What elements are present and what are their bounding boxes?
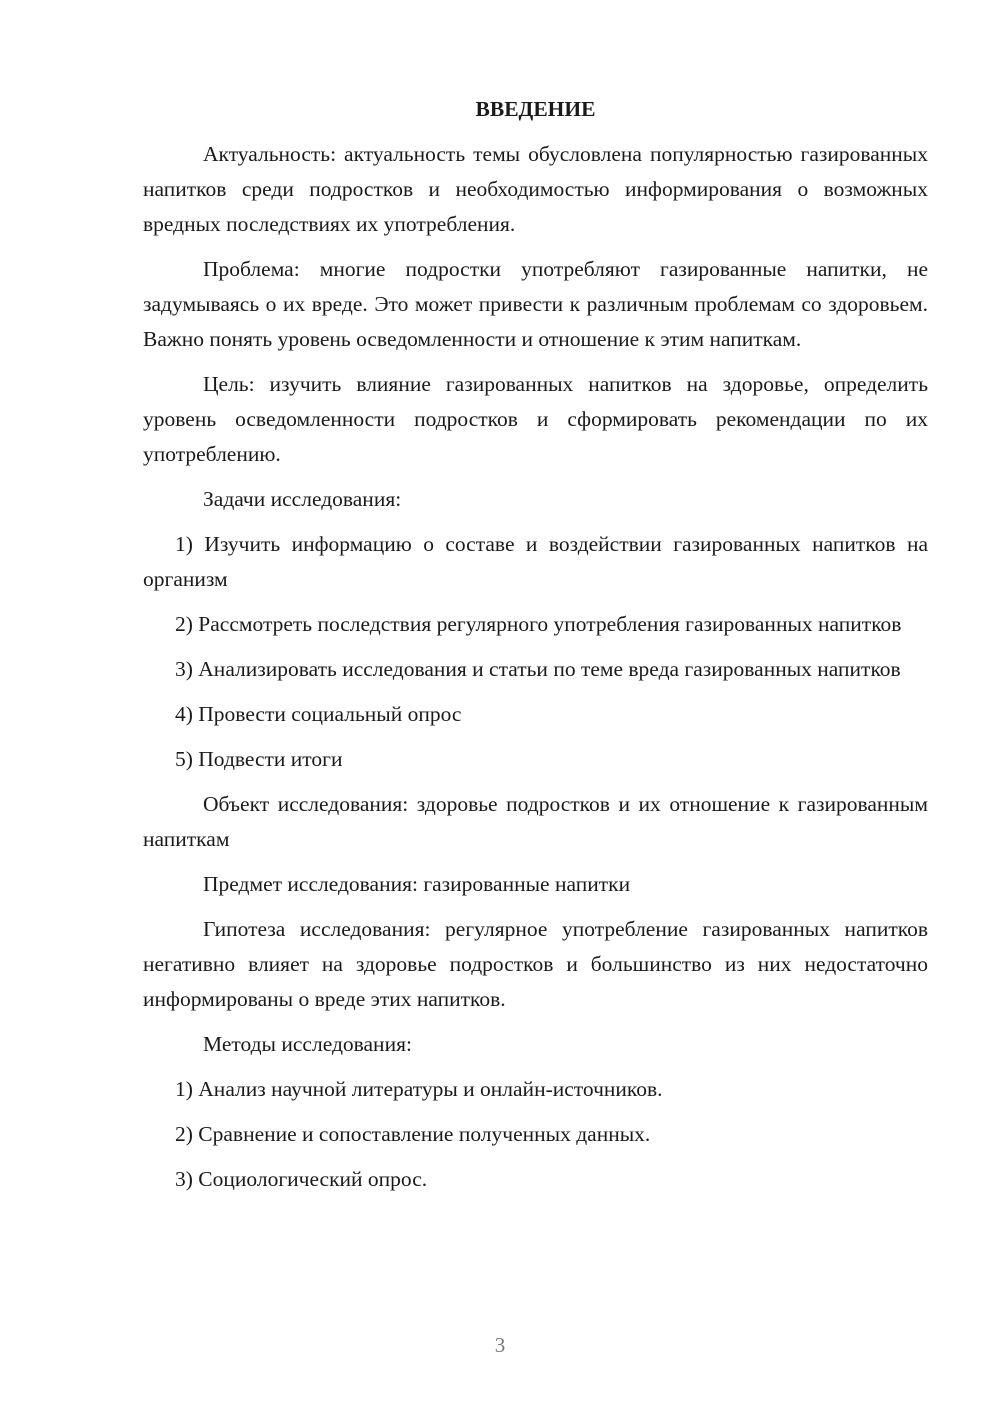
goal-paragraph: Цель: изучить влияние газированных напитков на здоровье, определить уровень осведомленности подростков и сформировать рекомендации по их употреблению. bbox=[143, 372, 928, 466]
method-item-3: 3) Социологический опрос. bbox=[175, 1167, 428, 1191]
problem-paragraph: Проблема: многие подростки употребляют газированные напитки, не задумываясь о их вреде. Это может привести к различным проблемам со здоровьем. Важно понять уровень осведомленности и отношение к этим напиткам. bbox=[143, 257, 928, 351]
method-item-2: 2) Сравнение и сопоставление полученных данных. bbox=[175, 1122, 651, 1146]
subject-paragraph: Предмет исследования: газированные напитки bbox=[203, 872, 631, 896]
tasks-heading: Задачи исследования: bbox=[203, 487, 402, 511]
method-item-1: 1) Анализ научной литературы и онлайн-источников. bbox=[175, 1077, 663, 1101]
hypothesis-paragraph: Гипотеза исследования: регулярное употребление газированных напитков негативно влияет на здоровье подростков и большинство из них недостаточно информированы о вреде этих напитков. bbox=[143, 917, 928, 1011]
task-item-2: 2) Рассмотреть последствия регулярного употребления газированных напитков bbox=[175, 612, 902, 636]
object-paragraph: Объект исследования: здоровье подростков и их отношение к газированным напиткам bbox=[143, 792, 928, 851]
task-item-4: 4) Провести социальный опрос bbox=[175, 702, 462, 726]
relevance-paragraph: Актуальность: актуальность темы обусловлена популярностью газированных напитков среди подростков и необходимостью информирования о возможных вредных последствиях их употребления. bbox=[143, 142, 928, 236]
methods-heading: Методы исследования: bbox=[203, 1032, 412, 1056]
task-item-1: 1) Изучить информацию о составе и воздействии газированных напитков на организм bbox=[143, 532, 928, 591]
section-title: ВВЕДЕНИЕ bbox=[475, 97, 596, 121]
page-number: 3 bbox=[494, 1333, 506, 1357]
document-page bbox=[143, 92, 928, 1207]
task-item-5: 5) Подвести итоги bbox=[175, 747, 343, 771]
task-item-3: 3) Анализировать исследования и статьи по теме вреда газированных напитков bbox=[175, 657, 901, 681]
